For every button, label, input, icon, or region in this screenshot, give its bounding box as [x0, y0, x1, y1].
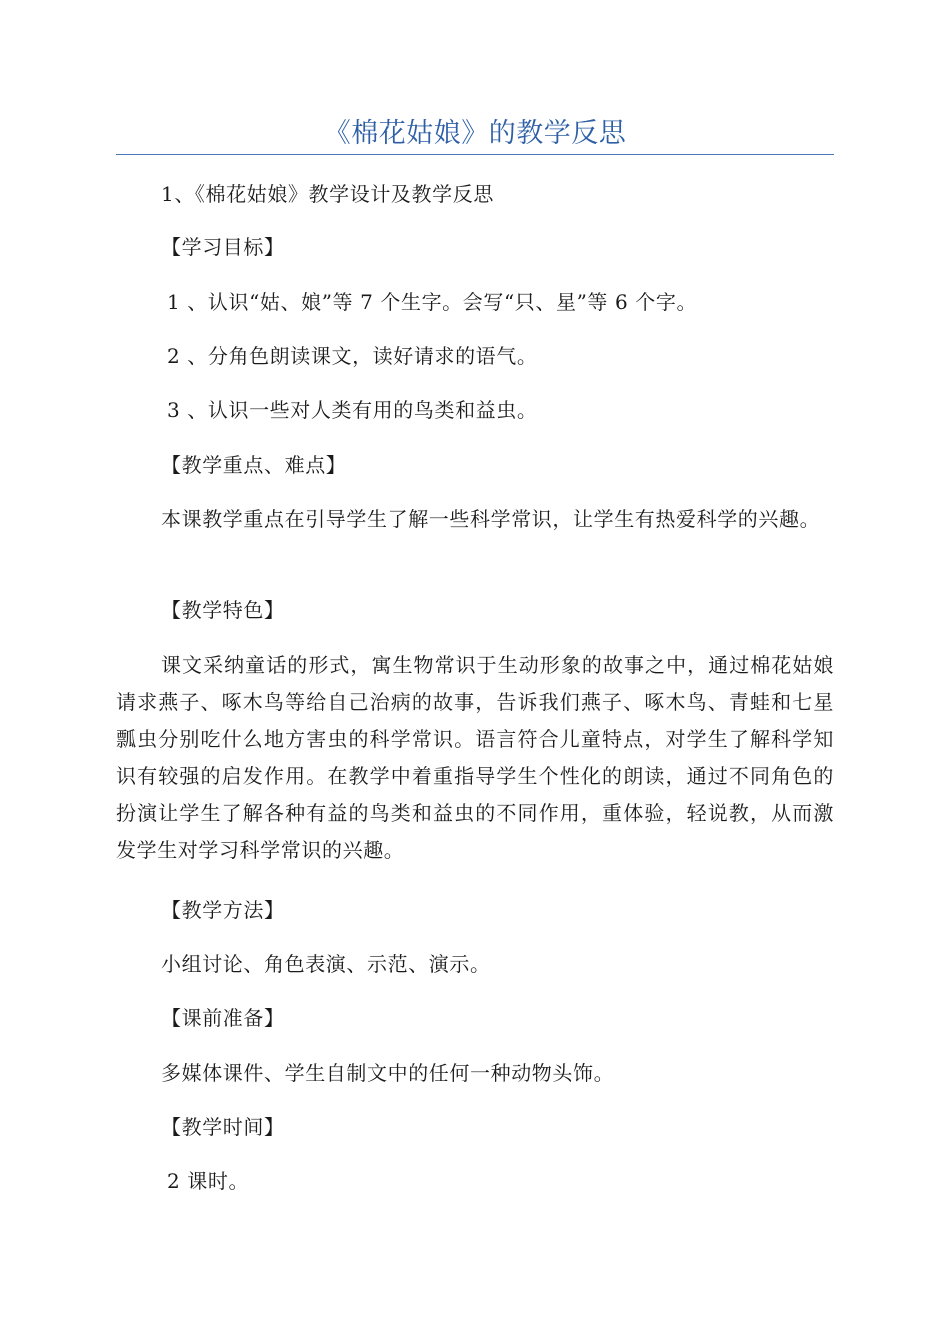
heading-methods: 【教学方法】 [161, 898, 285, 922]
goal-item-3: 3 、认识一些对人类有用的鸟类和益虫。 [167, 398, 538, 422]
heading-learning-goals: 【学习目标】 [161, 235, 285, 259]
title-underline [116, 154, 834, 155]
heading-key-points: 【教学重点、难点】 [161, 453, 347, 477]
section-heading-design: 1、《棉花姑娘》教学设计及教学反思 [161, 182, 494, 206]
heading-features: 【教学特色】 [161, 598, 285, 622]
goal-item-2: 2 、分角色朗读课文，读好请求的语气。 [167, 344, 538, 368]
heading-time: 【教学时间】 [161, 1115, 285, 1139]
methods-text: 小组讨论、角色表演、示范、演示。 [161, 952, 491, 976]
heading-preparation: 【课前准备】 [161, 1006, 285, 1030]
preparation-text: 多媒体课件、学生自制文中的任何一种动物头饰。 [161, 1061, 615, 1085]
features-text: 课文采纳童话的形式，寓生物常识于生动形象的故事之中，通过棉花姑娘请求燕子、啄木鸟等给自己治病的故事，告诉我们燕子、啄木鸟、青蛙和七星瓢虫分别吃什么地方害虫的科学常识。语言符合儿童特点，对学生了解科学知识有较强的启发作用。在教学中着重指导学生个性化的朗读，通过不同角色的扮演让学生了解各种有益的鸟类和益虫的不同作用，重体验，轻说教，从而激发学生对学习科学常识的兴趣。 [116, 653, 834, 862]
goal-item-1: 1 、认识“姑、娘”等 7 个生字。会写“只、星”等 6 个字。 [167, 290, 698, 314]
document-title: 《棉花姑娘》的教学反思 [323, 118, 627, 149]
key-points-text: 本课教学重点在引导学生了解一些科学常识，让学生有热爱科学的兴趣。 [161, 507, 821, 531]
time-text: 2 课时。 [167, 1169, 250, 1193]
